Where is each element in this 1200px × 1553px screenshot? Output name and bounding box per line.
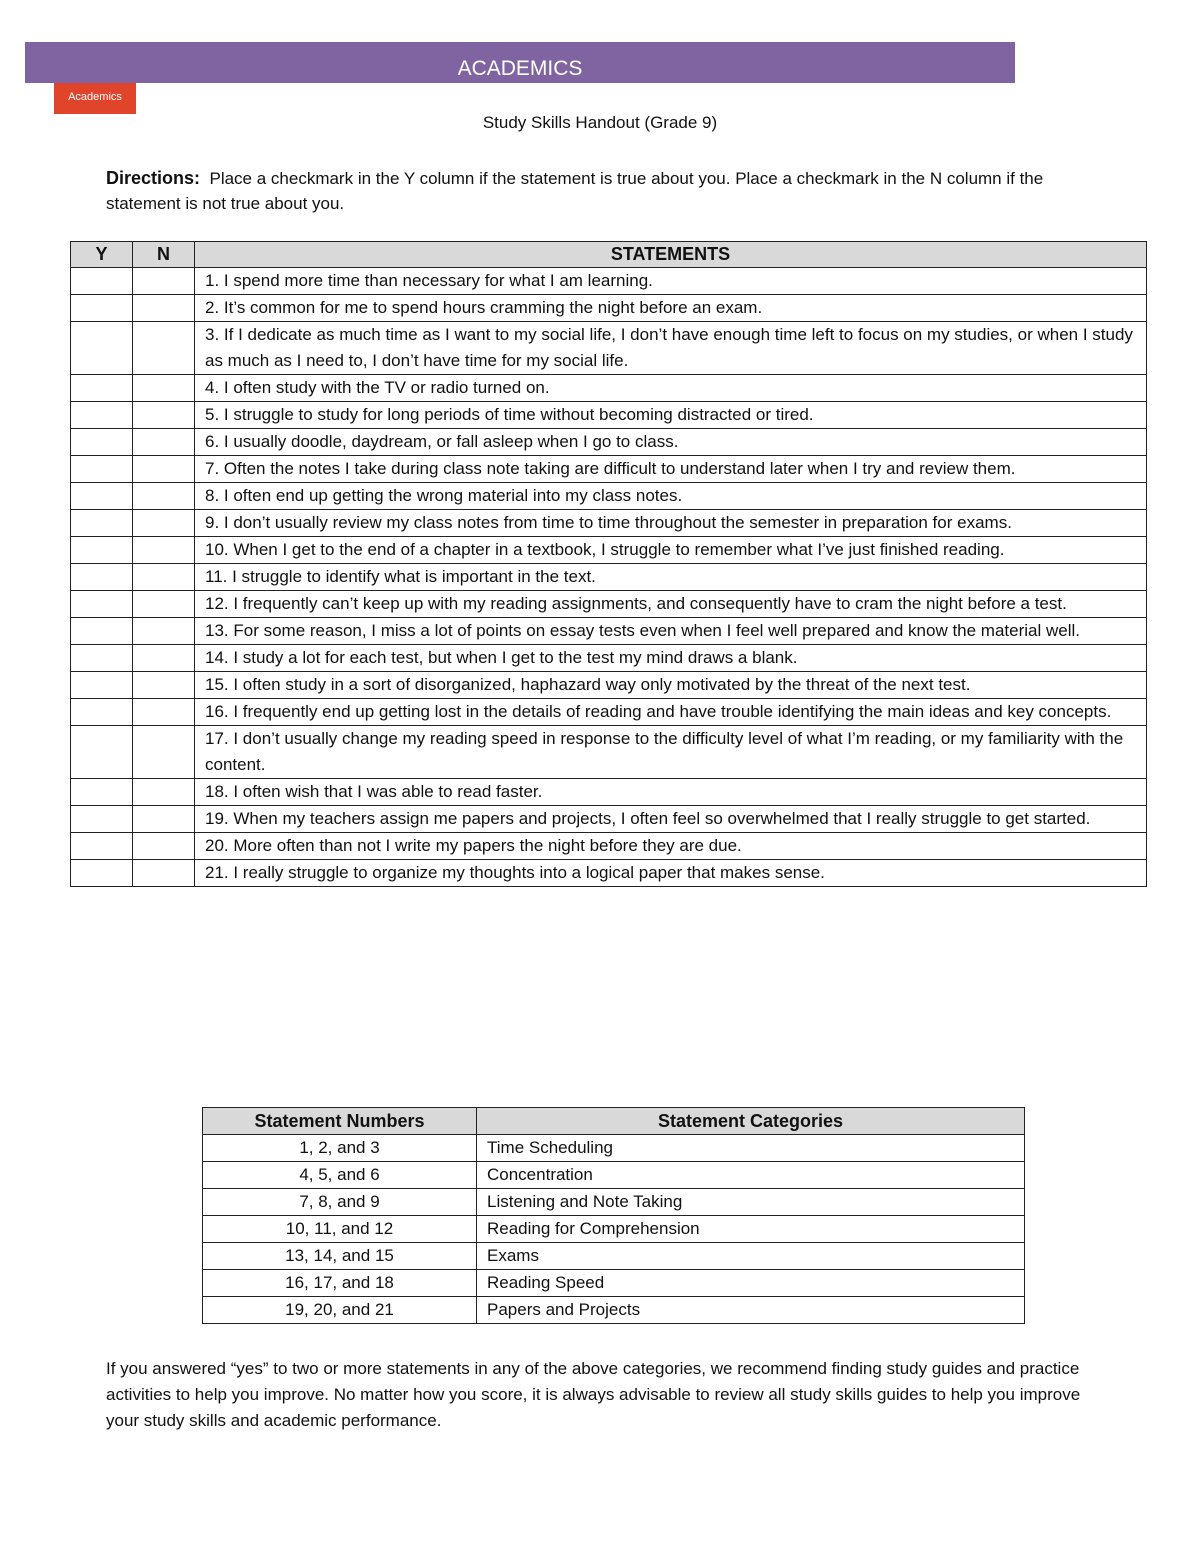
yes-checkbox-cell[interactable] <box>71 699 133 726</box>
statement-category-cell: Time Scheduling <box>477 1135 1025 1162</box>
statement-category-cell: Reading for Comprehension <box>477 1216 1025 1243</box>
no-checkbox-cell[interactable] <box>133 564 195 591</box>
yes-checkbox-cell[interactable] <box>71 618 133 645</box>
yes-checkbox-cell[interactable] <box>71 860 133 887</box>
header-y: Y <box>71 242 133 268</box>
no-checkbox-cell[interactable] <box>133 618 195 645</box>
academics-logo <box>54 83 136 114</box>
yes-checkbox-cell[interactable] <box>71 672 133 699</box>
no-checkbox-cell[interactable] <box>133 295 195 322</box>
category-row <box>203 1216 1025 1243</box>
statement-row <box>71 618 1147 645</box>
statement-row <box>71 726 1147 779</box>
statement-text: 13. For some reason, I miss a lot of points on essay tests even when I feel well prepared and know the material well. <box>195 618 1147 645</box>
statement-text: 9. I don’t usually review my class notes from time to time throughout the semester in preparation for exams. <box>195 510 1147 537</box>
statement-numbers-cell: 7, 8, and 9 <box>203 1189 477 1216</box>
yes-checkbox-cell[interactable] <box>71 268 133 295</box>
no-checkbox-cell[interactable] <box>133 672 195 699</box>
statement-row <box>71 860 1147 887</box>
directions-paragraph <box>106 166 1096 216</box>
no-checkbox-cell[interactable] <box>133 806 195 833</box>
category-row <box>203 1135 1025 1162</box>
statement-row <box>71 564 1147 591</box>
statement-row <box>71 322 1147 375</box>
statement-category-cell: Reading Speed <box>477 1270 1025 1297</box>
directions-text: Place a checkmark in the Y column if the statement is true about you. Place a checkmark in the N column if the statement is not true about you. <box>106 169 1044 213</box>
category-row <box>203 1162 1025 1189</box>
statement-text: 10. When I get to the end of a chapter in a textbook, I struggle to remember what I’ve just finished reading. <box>195 537 1147 564</box>
statement-text: 19. When my teachers assign me papers and projects, I often feel so overwhelmed that I really struggle to get started. <box>195 806 1147 833</box>
no-checkbox-cell[interactable] <box>133 779 195 806</box>
no-checkbox-cell[interactable] <box>133 645 195 672</box>
statement-row <box>71 645 1147 672</box>
statements-table <box>70 241 1147 887</box>
no-checkbox-cell[interactable] <box>133 456 195 483</box>
statement-category-cell: Exams <box>477 1243 1025 1270</box>
statement-row <box>71 483 1147 510</box>
statement-text: 2. It’s common for me to spend hours cramming the night before an exam. <box>195 295 1147 322</box>
categories-header-row <box>203 1108 1025 1135</box>
statement-text: 15. I often study in a sort of disorganized, haphazard way only motivated by the threat of the next test. <box>195 672 1147 699</box>
yes-checkbox-cell[interactable] <box>71 375 133 402</box>
statement-category-cell: Papers and Projects <box>477 1297 1025 1324</box>
logo-label: Academics <box>68 91 122 103</box>
statement-row <box>71 672 1147 699</box>
statement-text: 6. I usually doodle, daydream, or fall asleep when I go to class. <box>195 429 1147 456</box>
footer-paragraph: If you answered “yes” to two or more statements in any of the above categories, we recommend finding study guides and practice activities to help you improve. No matter how you score, it is always advisable to review all study skills guides to help you improve your study skills and academic performance. <box>106 1359 1081 1430</box>
statement-text: 5. I struggle to study for long periods of time without becoming distracted or tired. <box>195 402 1147 429</box>
categories-table <box>202 1107 1025 1324</box>
header-statements: STATEMENTS <box>195 242 1147 268</box>
yes-checkbox-cell[interactable] <box>71 779 133 806</box>
statement-row <box>71 537 1147 564</box>
statement-category-cell: Concentration <box>477 1162 1025 1189</box>
statement-row <box>71 456 1147 483</box>
statement-text: 12. I frequently can’t keep up with my reading assignments, and consequently have to cram the night before a test. <box>195 591 1147 618</box>
statement-numbers-cell: 4, 5, and 6 <box>203 1162 477 1189</box>
statement-row <box>71 429 1147 456</box>
no-checkbox-cell[interactable] <box>133 726 195 779</box>
category-row <box>203 1270 1025 1297</box>
statement-row <box>71 510 1147 537</box>
header-n: N <box>133 242 195 268</box>
no-checkbox-cell[interactable] <box>133 537 195 564</box>
header-statement-numbers: Statement Numbers <box>203 1108 477 1135</box>
directions-label: Directions: <box>106 168 201 188</box>
yes-checkbox-cell[interactable] <box>71 726 133 779</box>
yes-checkbox-cell[interactable] <box>71 322 133 375</box>
header-banner <box>25 42 1015 83</box>
statement-numbers-cell: 19, 20, and 21 <box>203 1297 477 1324</box>
banner-title: ACADEMICS <box>457 57 583 80</box>
statement-text: 14. I study a lot for each test, but when I get to the test my mind draws a blank. <box>195 645 1147 672</box>
no-checkbox-cell[interactable] <box>133 268 195 295</box>
statement-text: 11. I struggle to identify what is important in the text. <box>195 564 1147 591</box>
yes-checkbox-cell[interactable] <box>71 510 133 537</box>
statement-text: 21. I really struggle to organize my thoughts into a logical paper that makes sense. <box>195 860 1147 887</box>
no-checkbox-cell[interactable] <box>133 510 195 537</box>
statement-text: 17. I don’t usually change my reading speed in response to the difficulty level of what I’m reading, or my familiarity with the content. <box>195 726 1147 779</box>
statement-category-cell: Listening and Note Taking <box>477 1189 1025 1216</box>
page-subtitle: Study Skills Handout (Grade 9) <box>482 113 718 132</box>
statement-text: 4. I often study with the TV or radio turned on. <box>195 375 1147 402</box>
statement-text: 8. I often end up getting the wrong material into my class notes. <box>195 483 1147 510</box>
statement-numbers-cell: 13, 14, and 15 <box>203 1243 477 1270</box>
statements-header-row <box>71 242 1147 268</box>
statement-numbers-cell: 1, 2, and 3 <box>203 1135 477 1162</box>
yes-checkbox-cell[interactable] <box>71 833 133 860</box>
statement-text: 20. More often than not I write my papers the night before they are due. <box>195 833 1147 860</box>
no-checkbox-cell[interactable] <box>133 322 195 375</box>
statement-text: 18. I often wish that I was able to read faster. <box>195 779 1147 806</box>
statement-text: 7. Often the notes I take during class note taking are difficult to understand later when I try and review them. <box>195 456 1147 483</box>
no-checkbox-cell[interactable] <box>133 591 195 618</box>
statement-row <box>71 295 1147 322</box>
no-checkbox-cell[interactable] <box>133 860 195 887</box>
statement-row <box>71 699 1147 726</box>
category-row <box>203 1189 1025 1216</box>
statement-row <box>71 779 1147 806</box>
statement-text: 1. I spend more time than necessary for what I am learning. <box>195 268 1147 295</box>
statement-numbers-cell: 10, 11, and 12 <box>203 1216 477 1243</box>
statement-text: 3. If I dedicate as much time as I want to my social life, I don’t have enough time left to focus on my studies, or when I study as much as I need to, I don’t have time for my social life. <box>195 322 1147 375</box>
statement-row <box>71 375 1147 402</box>
yes-checkbox-cell[interactable] <box>71 295 133 322</box>
yes-checkbox-cell[interactable] <box>71 537 133 564</box>
statement-text: 16. I frequently end up getting lost in the details of reading and have trouble identifying the main ideas and key concepts. <box>195 699 1147 726</box>
statement-numbers-cell: 16, 17, and 18 <box>203 1270 477 1297</box>
no-checkbox-cell[interactable] <box>133 375 195 402</box>
category-row <box>203 1243 1025 1270</box>
no-checkbox-cell[interactable] <box>133 483 195 510</box>
statement-row <box>71 591 1147 618</box>
statement-row <box>71 268 1147 295</box>
statement-row <box>71 833 1147 860</box>
yes-checkbox-cell[interactable] <box>71 429 133 456</box>
no-checkbox-cell[interactable] <box>133 833 195 860</box>
yes-checkbox-cell[interactable] <box>71 402 133 429</box>
no-checkbox-cell[interactable] <box>133 699 195 726</box>
yes-checkbox-cell[interactable] <box>71 456 133 483</box>
no-checkbox-cell[interactable] <box>133 429 195 456</box>
yes-checkbox-cell[interactable] <box>71 564 133 591</box>
category-row <box>203 1297 1025 1324</box>
yes-checkbox-cell[interactable] <box>71 806 133 833</box>
statement-row <box>71 806 1147 833</box>
no-checkbox-cell[interactable] <box>133 402 195 429</box>
yes-checkbox-cell[interactable] <box>71 483 133 510</box>
yes-checkbox-cell[interactable] <box>71 591 133 618</box>
header-statement-categories: Statement Categories <box>477 1108 1025 1135</box>
statement-row <box>71 402 1147 429</box>
yes-checkbox-cell[interactable] <box>71 645 133 672</box>
